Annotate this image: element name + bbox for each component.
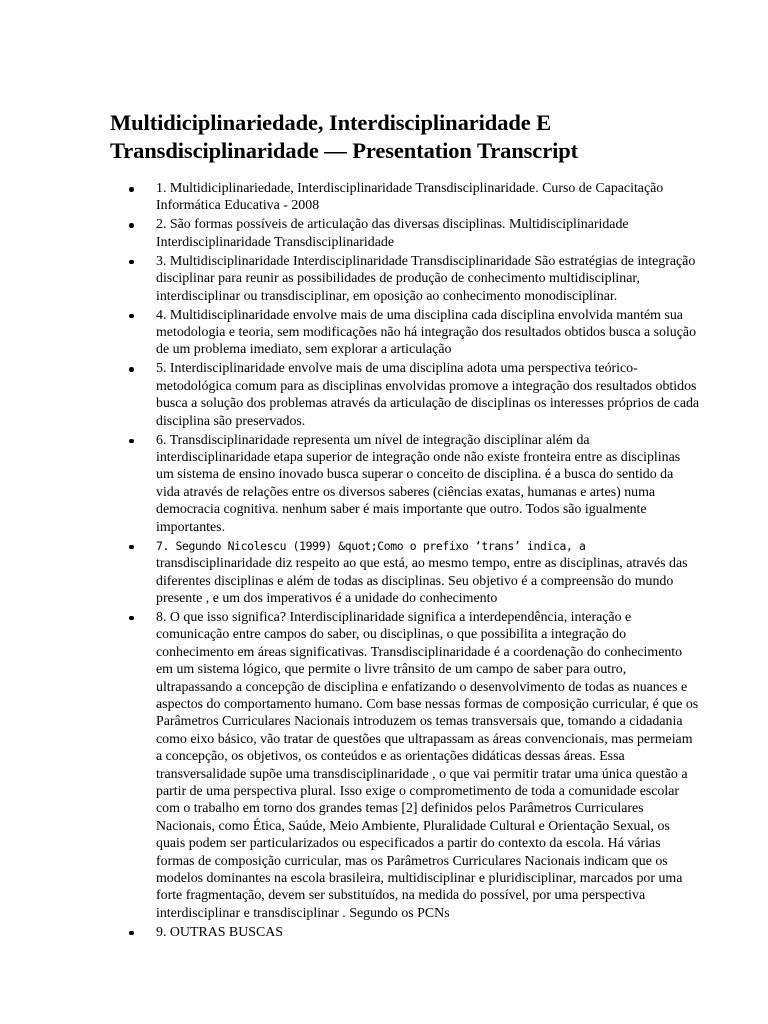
list-item-5 [156,360,700,430]
list-item-text: 9. OUTRAS BUSCAS [156,924,283,940]
list-item-text: 2. São formas possíveis de articulação das diversas disciplinas. Multidisciplinaridade Interdisciplinaridade Transdisciplinaridade [156,217,629,250]
list-item-2 [156,216,700,251]
page-title: Multidiciplinariedade, Interdisciplinaridade E Transdisciplinaridade — Presentation Transcript [110,110,579,163]
list-item-text: 6. Transdisciplinaridade representa um nível de integração disciplinar além da interdisciplinaridade etapa superior de integração onde não existe fronteira entre as disciplinas um sistema de ensino inovado busca superar o conceito de disciplina. é a busca do sentido da vida através de relações entre os diversos saberes (ciências exatas, humanas e artes) numa democracia cognitiva. nenhum saber é mais importante que outro. Todos são igualmente importantes. [156,432,681,535]
list-item-3 [156,253,700,305]
list-item-text: 5. Interdisciplinaridade envolve mais de uma disciplina adota uma perspectiva teórico-metodológica comum para as disciplinas envolvidas promove a integração dos resultados obtidos busca a solução dos problemas através da articulação de disciplinas os interesses próprios de cada disciplina são preservados. [156,361,700,429]
list-item-text: 8. O que isso significa? Interdisciplinaridade significa a interdependência, interação e comunicação entre campos do saber, ou disciplinas, o que possibilita a integração do conhecimento em áreas significativas. Transdisciplinaridade é a coordenação do conhecimento em um sistema lógico, que permite o livre trânsito de um campo de saber para outro, ultrapassando a concepção de disciplina e enfatizando o desenvolvimento de todas as nuances e aspectos do comportamento humano. Com base nessas formas de composição curricular, é que os Parâmetros Curriculares Nacionais introduzem os temas transversais que, tomando a cidadania como eixo básico, vão tratar de questões que ultrapassam as áreas convencionais, mas permeiam a concepção, os objetivos, os conteúdos e as orientações didáticas dessas áreas. Essa transversalidade supõe uma transdisciplinaridade , o que vai permitir tratar uma única questão a partir de uma perspectiva plural. Isso exige o comprometimento de toda a comunidade escolar com o trabalho em torno dos grandes temas [2] definidos pelos Parâmetros Curriculares Nacionais, como Ética, Saúde, Meio Ambiente, Pluralidade Cultural e Orientação Sexual, os quais podem ser particularizados ou especificados a partir do contexto da escola. Há várias formas de composição curricular, mas os Parâmetros Curriculares Nacionais indicam que os modelos dominantes na escola brasileira, multidisciplinar e pluridisciplinar, marcados por uma forte fragmentação, devem ser substituídos, na medida do possível, por uma perspectiva interdisciplinar e transdisciplinar . Segundo os PCNs [156,609,699,921]
list-item-text: 1. Multidiciplinariedade, Interdisciplinaridade Transdisciplinaridade. Curso de Capacitação Informática Educativa - 2008 [156,181,664,214]
list-item-text: transdisciplinaridade diz respeito ao que está, ao mesmo tempo, entre as disciplinas, através das diferentes disciplinas e além de todas as disciplinas. Seu objetivo é a compreensão do mundo presente , e um dos imperativos é a unidade do conhecimento [156,556,688,606]
list-item-9 [156,924,700,941]
list-item-mono-text: 7. Segundo Nicolescu (1999) &quot;Como o prefixo ‘trans’ indica, a [156,538,586,553]
list-item-6 [156,432,700,536]
list-item-7 [156,538,700,608]
list-item-text: 4. Multidisciplinaridade envolve mais de uma disciplina cada disciplina envolvida mantém sua metodologia e teoria, sem modificações não há integração dos resultados obtidos busca a solução de um problema imediato, sem explorar a articulação [156,307,697,358]
list-item-1 [156,180,700,215]
list-item-8 [156,609,700,922]
list-item-text: 3. Multidisciplinaridade Interdisciplinaridade Transdisciplinaridade São estratégias de integração disciplinar para reunir as possibilidades de produção de conhecimento multidisciplinar, interdisciplinar ou transdisciplinar, em oposição ao conhecimento monodisciplinar. [156,253,696,304]
transcript-list [156,180,700,943]
list-item-4 [156,307,700,359]
